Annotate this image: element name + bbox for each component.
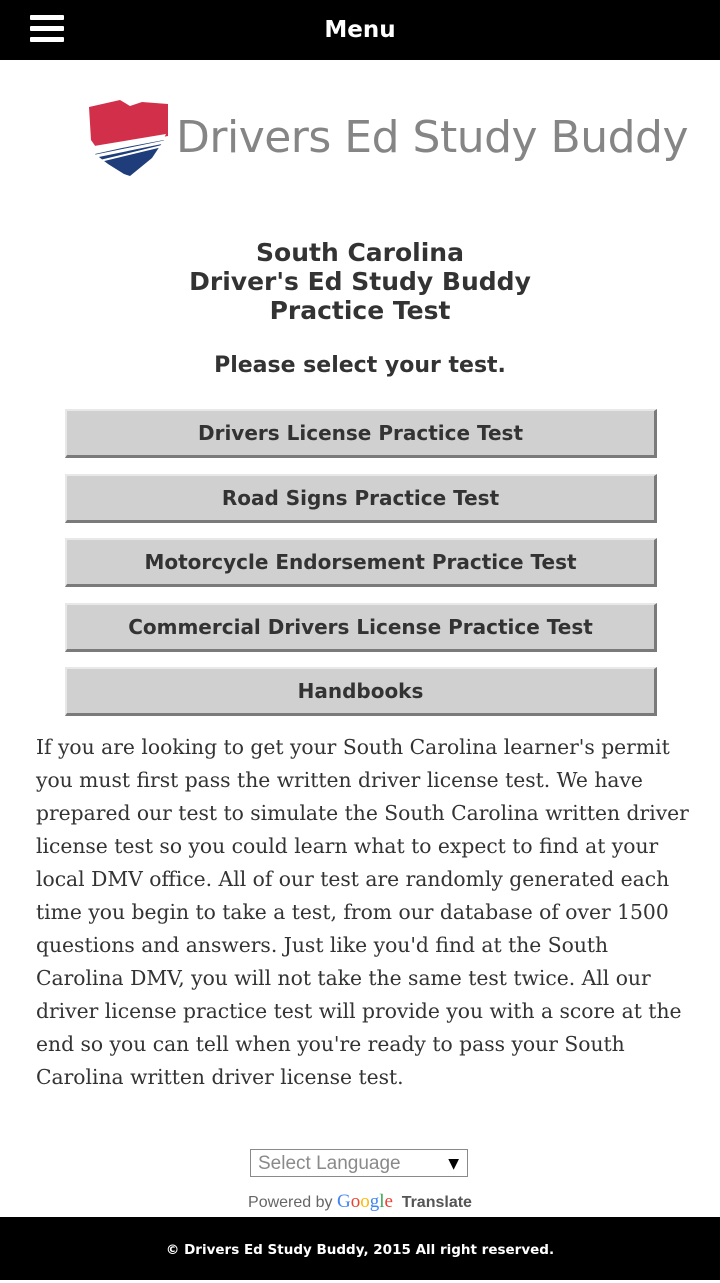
footer-copyright: © Drivers Ed Study Buddy, 2015 All right reserved. bbox=[0, 1217, 720, 1280]
commercial-drivers-license-test-button[interactable]: Commercial Drivers License Practice Test bbox=[65, 603, 657, 652]
shield-logo-icon bbox=[86, 98, 172, 178]
top-bar bbox=[0, 0, 720, 60]
intro-paragraph: If you are looking to get your South Carolina learner's permit you must first pass the written driver license test. We have prepared our test to simulate the South Carolina written driver license test so you could learn what to expect to find at your local DMV office. All of our test are randomly generated each time you begin to take a test, from our database of over 1500 questions and answers. Just like you'd find at the South Carolina DMV, you will not take the same test twice. All our driver license practice test will provide you with a score at the end so you can tell when you're ready to pass your South Carolina written driver license test. bbox=[36, 735, 689, 1089]
google-letter: e bbox=[384, 1191, 393, 1212]
title-line-name: Driver's Ed Study Buddy bbox=[189, 267, 531, 296]
google-letter: o bbox=[350, 1191, 361, 1212]
language-select-label: Select Language bbox=[258, 1153, 401, 1174]
title-line-state: South Carolina bbox=[256, 238, 464, 267]
logo-text: Drivers Ed Study Buddy bbox=[176, 112, 689, 163]
dropdown-arrow-icon: ▼ bbox=[448, 1156, 459, 1172]
powered-by-google-translate bbox=[0, 1190, 720, 1215]
handbooks-button[interactable]: Handbooks bbox=[65, 667, 657, 716]
translate-link[interactable]: Translate bbox=[401, 1194, 472, 1211]
title-line-practice: Practice Test bbox=[269, 296, 451, 325]
drivers-license-test-button[interactable]: Drivers License Practice Test bbox=[65, 409, 657, 458]
motorcycle-endorsement-test-button[interactable]: Motorcycle Endorsement Practice Test bbox=[65, 538, 657, 587]
page-title bbox=[0, 238, 720, 325]
language-select[interactable] bbox=[250, 1149, 468, 1177]
google-letter: o bbox=[360, 1191, 370, 1212]
google-letter: l bbox=[379, 1191, 385, 1212]
google-letter: g bbox=[369, 1191, 380, 1212]
site-logo bbox=[86, 98, 689, 178]
google-logo[interactable] bbox=[337, 1191, 398, 1212]
powered-by-label: Powered by bbox=[248, 1194, 333, 1211]
menu-title[interactable]: Menu bbox=[324, 17, 396, 43]
road-signs-test-button[interactable]: Road Signs Practice Test bbox=[65, 474, 657, 523]
google-letter: G bbox=[336, 1191, 351, 1212]
select-test-prompt: Please select your test. bbox=[214, 353, 506, 378]
